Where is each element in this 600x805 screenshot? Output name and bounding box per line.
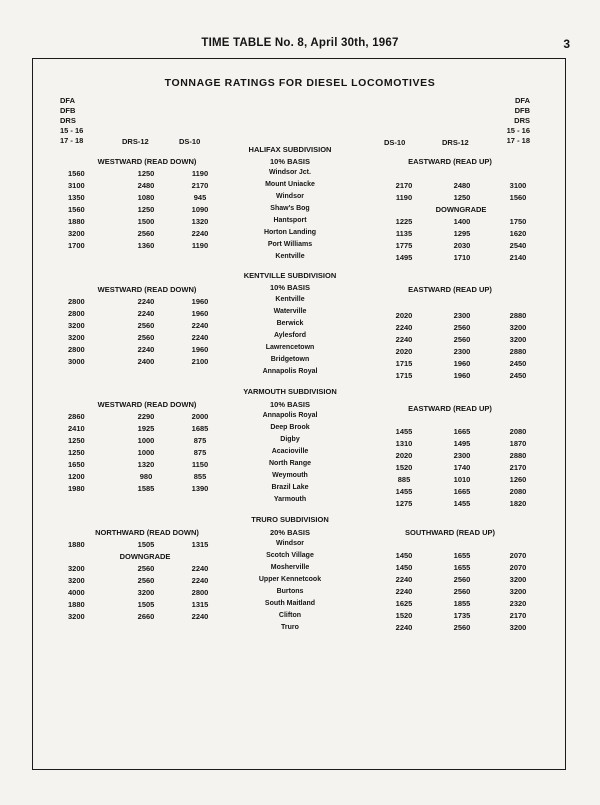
tonnage-value: 1150 <box>191 460 209 469</box>
tonnage-value: 1960 <box>191 345 209 354</box>
station-name: Clifton <box>278 612 302 619</box>
tonnage-value: 1585 <box>137 484 155 493</box>
tonnage-value: 1855 <box>453 599 471 608</box>
tonnage-value: 1715 <box>395 359 413 368</box>
tonnage-value: 3200 <box>509 335 527 344</box>
tonnage-value: 2240 <box>191 333 209 342</box>
basis-label: 10% BASIS <box>269 283 311 292</box>
tonnage-value: 1400 <box>453 217 471 226</box>
station-name: Bridgetown <box>270 356 310 363</box>
tonnage-value: 2400 <box>137 357 155 366</box>
tonnage-value: 885 <box>397 475 411 484</box>
tonnage-value: 1715 <box>395 371 413 380</box>
tonnage-value: 2170 <box>509 463 527 472</box>
tonnage-value: 2880 <box>509 347 527 356</box>
station-name: Hantsport <box>273 217 307 224</box>
downgrade-note-right: DOWNGRADE <box>435 205 487 214</box>
tonnage-value: 1455 <box>395 487 413 496</box>
tonnage-value: 1260 <box>509 475 527 484</box>
tonnage-value: 1735 <box>453 611 471 620</box>
tonnage-value: 1750 <box>509 217 527 226</box>
tonnage-value: 2300 <box>453 311 471 320</box>
tonnage-value: 1495 <box>395 253 413 262</box>
tonnage-value: 1520 <box>395 611 413 620</box>
station-name: Truro <box>281 624 299 631</box>
tonnage-value: 1505 <box>137 540 155 549</box>
station-name: Annapolis Royal <box>262 412 318 419</box>
tonnage-value: 2240 <box>137 345 155 354</box>
direction-label-right: SOUTHWARD (READ UP) <box>405 528 495 537</box>
tonnage-value: 2080 <box>509 427 527 436</box>
legend-item: DRS <box>514 116 530 125</box>
tonnage-value: 3200 <box>509 623 527 632</box>
station-name: Shaw's Bog <box>270 205 310 212</box>
tonnage-value: 2880 <box>509 311 527 320</box>
tonnage-value: 2560 <box>137 333 155 342</box>
tonnage-value: 2100 <box>191 357 209 366</box>
tonnage-value: 2070 <box>509 563 527 572</box>
station-name: Digby <box>280 436 300 443</box>
tonnage-value: 1625 <box>395 599 413 608</box>
station-name: Aylesford <box>273 332 307 339</box>
station-name: Horton Landing <box>263 229 317 236</box>
tonnage-value: 2800 <box>68 297 85 306</box>
basis-label: 10% BASIS <box>269 157 311 166</box>
tonnage-value: 1740 <box>453 463 471 472</box>
tonnage-value: 875 <box>193 448 207 457</box>
tonnage-value: 1665 <box>453 487 471 496</box>
tonnage-value: 1560 <box>509 193 527 202</box>
tonnage-value: 3200 <box>68 612 85 621</box>
tonnage-value: 2240 <box>191 612 209 621</box>
tonnage-value: 2170 <box>509 611 527 620</box>
tonnage-value: 1960 <box>453 359 471 368</box>
tonnage-value: 2300 <box>453 347 471 356</box>
tonnage-value: 1135 <box>395 229 413 238</box>
tonnage-value: 1390 <box>191 484 209 493</box>
subdivision-title: YARMOUTH SUBDIVISION <box>243 387 337 396</box>
tonnage-value: 2560 <box>137 229 155 238</box>
downgrade-note-left: DOWNGRADE <box>119 552 171 561</box>
tonnage-value: 3000 <box>68 357 85 366</box>
tonnage-value: 1820 <box>509 499 527 508</box>
tonnage-value: 3200 <box>509 575 527 584</box>
tonnage-value: 945 <box>193 193 207 202</box>
tonnage-value: 1880 <box>68 217 85 226</box>
station-name: Windsor <box>276 540 304 547</box>
tonnage-value: 2240 <box>395 623 413 632</box>
tonnage-value: 1495 <box>453 439 471 448</box>
station-name: Weymouth <box>272 472 308 479</box>
station-name: Kentville <box>275 296 305 303</box>
tonnage-value: 2240 <box>191 321 209 330</box>
subdivision-title: HALIFAX SUBDIVISION <box>248 145 332 154</box>
tonnage-value: 1320 <box>137 460 155 469</box>
tonnage-value: 2410 <box>68 424 85 433</box>
tonnage-value: 1225 <box>395 217 413 226</box>
direction-label-left: NORTHWARD (READ DOWN) <box>95 528 199 537</box>
tonnage-value: 3200 <box>68 229 85 238</box>
tonnage-value: 1710 <box>453 253 471 262</box>
tonnage-value: 1190 <box>191 169 209 178</box>
tonnage-value: 1315 <box>191 600 209 609</box>
tonnage-value: 2540 <box>509 241 527 250</box>
tonnage-value: 1505 <box>137 600 155 609</box>
tonnage-value: 3200 <box>509 323 527 332</box>
tonnage-value: 2860 <box>68 412 85 421</box>
tonnage-value: 2480 <box>453 181 471 190</box>
tonnage-value: 2070 <box>509 551 527 560</box>
legend-item: DFB <box>514 106 530 115</box>
column-header-right-drs12: DRS-12 <box>442 138 469 147</box>
tonnage-value: 1980 <box>68 484 85 493</box>
tonnage-value: 3200 <box>68 564 85 573</box>
tonnage-value: 1960 <box>191 309 209 318</box>
legend-item: 15 - 16 <box>60 126 84 135</box>
direction-label-left: WESTWARD (READ DOWN) <box>97 400 197 409</box>
tonnage-value: 3200 <box>68 576 85 585</box>
legend-item: 15 - 16 <box>506 126 530 135</box>
station-name: North Range <box>269 460 311 467</box>
tonnage-value: 1880 <box>68 600 85 609</box>
tonnage-value: 2560 <box>137 564 155 573</box>
page-header <box>0 37 600 51</box>
tonnage-value: 1870 <box>509 439 527 448</box>
tonnage-value: 1190 <box>395 193 413 202</box>
tonnage-value: 2800 <box>68 345 85 354</box>
station-name: Waterville <box>273 308 307 315</box>
legend-item: 17 - 18 <box>506 136 530 145</box>
tonnage-value: 1000 <box>137 448 155 457</box>
tonnage-value: 1320 <box>191 217 209 226</box>
tonnage-value: 3100 <box>68 181 85 190</box>
tonnage-value: 2140 <box>509 253 527 262</box>
tonnage-value: 1650 <box>68 460 85 469</box>
station-name: Annapolis Royal <box>262 368 318 375</box>
page-number: 3 <box>563 37 570 51</box>
tonnage-value: 1315 <box>191 540 209 549</box>
tonnage-value: 2480 <box>137 181 155 190</box>
tonnage-value: 1665 <box>453 427 471 436</box>
tonnage-value: 2560 <box>453 575 471 584</box>
legend-item: DFA <box>60 96 75 105</box>
tonnage-value: 1295 <box>453 229 471 238</box>
basis-label: 20% BASIS <box>269 528 311 537</box>
station-name: Scotch Village <box>266 552 314 559</box>
tonnage-value: 1520 <box>395 463 413 472</box>
direction-label-left: WESTWARD (READ DOWN) <box>97 157 197 166</box>
tonnage-value: 2170 <box>191 181 209 190</box>
tonnage-value: 1620 <box>509 229 527 238</box>
tonnage-value: 2800 <box>191 588 209 597</box>
tonnage-value: 1250 <box>68 448 85 457</box>
direction-label-right: EASTWARD (READ UP) <box>408 157 492 166</box>
tonnage-value: 1450 <box>395 563 413 572</box>
tonnage-value: 1925 <box>137 424 155 433</box>
tonnage-value: 1700 <box>68 241 85 250</box>
tonnage-value: 1455 <box>395 427 413 436</box>
tonnage-value: 2240 <box>395 575 413 584</box>
tonnage-value: 1655 <box>453 551 471 560</box>
tonnage-value: 1960 <box>191 297 209 306</box>
station-name: Upper Kennetcook <box>258 576 322 583</box>
tonnage-value: 2560 <box>453 587 471 596</box>
station-name: Mount Uniacke <box>265 181 315 188</box>
tonnage-value: 1350 <box>68 193 85 202</box>
column-header-left-drs12: DRS-12 <box>122 137 149 146</box>
tonnage-value: 2000 <box>191 412 209 421</box>
station-name: Deep Brook <box>270 424 310 431</box>
tonnage-value: 980 <box>139 472 153 481</box>
tonnage-value: 3200 <box>137 588 155 597</box>
tonnage-value: 4000 <box>68 588 85 597</box>
tonnage-value: 3200 <box>68 333 85 342</box>
tonnage-value: 2800 <box>68 309 85 318</box>
tonnage-value: 2560 <box>453 323 471 332</box>
tonnage-value: 1455 <box>453 499 471 508</box>
tonnage-value: 2290 <box>137 412 155 421</box>
station-name: Acacioville <box>271 448 309 455</box>
tonnage-value: 1960 <box>453 371 471 380</box>
station-name: Lawrencetown <box>265 344 315 351</box>
legend-item: 17 - 18 <box>60 136 84 145</box>
tonnage-value: 1775 <box>395 241 413 250</box>
tonnage-value: 2300 <box>453 451 471 460</box>
column-header-right-ds10: DS-10 <box>384 138 406 147</box>
tonnage-value: 2560 <box>453 335 471 344</box>
station-name: Brazil Lake <box>271 484 309 491</box>
direction-label-right: EASTWARD (READ UP) <box>408 404 492 413</box>
page-title: TONNAGE RATINGS FOR DIESEL LOCOMOTIVES <box>164 77 436 89</box>
tonnage-value: 2560 <box>453 623 471 632</box>
tonnage-value: 2320 <box>509 599 527 608</box>
station-name: Kentville <box>275 253 305 260</box>
tonnage-value: 2450 <box>509 371 527 380</box>
tonnage-value: 875 <box>193 436 207 445</box>
basis-label: 10% BASIS <box>269 400 311 409</box>
tonnage-value: 1560 <box>68 169 85 178</box>
tonnage-value: 1275 <box>395 499 413 508</box>
tonnage-value: 1310 <box>395 439 413 448</box>
legend-item: DRS <box>60 116 76 125</box>
tonnage-value: 1500 <box>137 217 155 226</box>
tonnage-value: 3100 <box>509 181 527 190</box>
tonnage-value: 1655 <box>453 563 471 572</box>
column-header-left-ds10: DS-10 <box>179 137 201 146</box>
tonnage-value: 1250 <box>453 193 471 202</box>
tonnage-value: 1360 <box>137 241 155 250</box>
tonnage-value: 1190 <box>191 241 209 250</box>
tonnage-value: 2880 <box>509 451 527 460</box>
direction-label-left: WESTWARD (READ DOWN) <box>97 285 197 294</box>
station-name: Windsor <box>276 193 304 200</box>
tonnage-value: 1685 <box>191 424 209 433</box>
tonnage-value: 1560 <box>68 205 85 214</box>
station-name: Windsor Jct. <box>269 169 311 176</box>
tonnage-value: 1250 <box>68 436 85 445</box>
tonnage-value: 1080 <box>137 193 155 202</box>
station-name: South Maitland <box>264 600 316 607</box>
tonnage-value: 2020 <box>395 347 413 356</box>
tonnage-value: 1010 <box>453 475 471 484</box>
legend-right <box>507 96 530 146</box>
legend-left <box>60 96 83 146</box>
tonnage-value: 855 <box>193 472 207 481</box>
tonnage-value: 3200 <box>509 587 527 596</box>
tonnage-value: 2240 <box>191 229 209 238</box>
tonnage-value: 2240 <box>191 564 209 573</box>
tonnage-value: 1200 <box>68 472 85 481</box>
tonnage-value: 2240 <box>395 587 413 596</box>
tonnage-value: 1090 <box>191 205 209 214</box>
tonnage-value: 1000 <box>137 436 155 445</box>
tonnage-value: 2080 <box>509 487 527 496</box>
tonnage-value: 2240 <box>395 323 413 332</box>
station-name: Yarmouth <box>273 496 307 503</box>
legend-item: DFB <box>60 106 76 115</box>
subdivision-title: TRURO SUBDIVISION <box>251 515 329 524</box>
station-name: Burtons <box>276 588 304 595</box>
tonnage-value: 2560 <box>137 321 155 330</box>
tonnage-value: 1880 <box>68 540 85 549</box>
tonnage-value: 2560 <box>137 576 155 585</box>
station-name: Port Williams <box>267 241 313 248</box>
legend-item: DFA <box>515 96 530 105</box>
direction-label-right: EASTWARD (READ UP) <box>408 285 492 294</box>
tonnage-value: 2170 <box>395 181 413 190</box>
tonnage-value: 1450 <box>395 551 413 560</box>
tonnage-value: 1250 <box>137 169 155 178</box>
timetable-title: TIME TABLE No. 8, April 30th, 1967 <box>201 37 399 49</box>
tonnage-value: 2030 <box>453 241 471 250</box>
subdivision-title: KENTVILLE SUBDIVISION <box>243 271 337 280</box>
station-name: Berwick <box>276 320 304 327</box>
tonnage-value: 2240 <box>137 297 155 306</box>
tonnage-value: 1250 <box>137 205 155 214</box>
tonnage-value: 2020 <box>395 451 413 460</box>
tonnage-value: 3200 <box>68 321 85 330</box>
tonnage-value: 2450 <box>509 359 527 368</box>
tonnage-value: 2240 <box>191 576 209 585</box>
tonnage-value: 2240 <box>395 335 413 344</box>
tonnage-value: 2020 <box>395 311 413 320</box>
tonnage-value: 2240 <box>137 309 155 318</box>
tonnage-value: 2660 <box>137 612 155 621</box>
station-name: Mosherville <box>270 564 310 571</box>
